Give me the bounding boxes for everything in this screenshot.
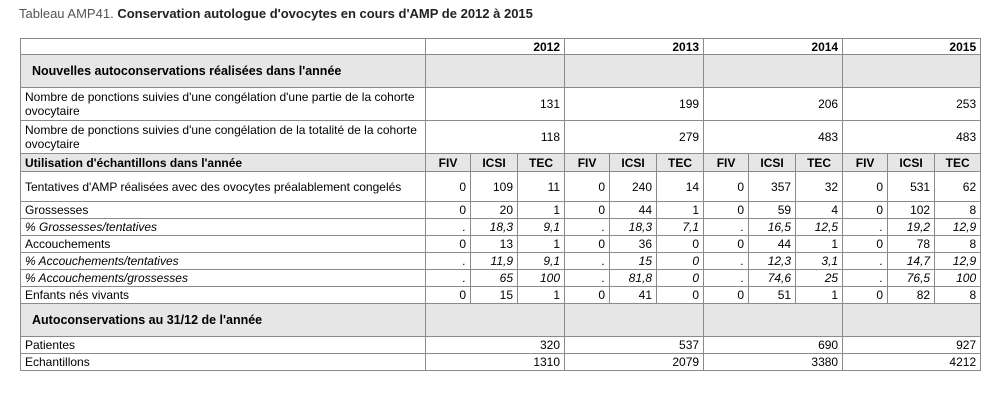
value-cell: 102 bbox=[888, 202, 935, 219]
value-cell: 240 bbox=[610, 172, 657, 202]
section-title: Nouvelles autoconservations réalisées dans l'année bbox=[21, 55, 426, 88]
row-label: Tentatives d'AMP réalisées avec des ovocytes préalablement congelés bbox=[21, 172, 426, 202]
value-cell: 0 bbox=[657, 287, 704, 304]
value-cell: 12,5 bbox=[796, 219, 843, 236]
value-cell: 0 bbox=[843, 202, 888, 219]
value-cell: . bbox=[565, 253, 610, 270]
value-cell: 483 bbox=[704, 121, 843, 154]
subheader-row bbox=[21, 154, 981, 172]
value-cell: 690 bbox=[704, 337, 843, 354]
value-cell: 41 bbox=[610, 287, 657, 304]
value-cell: 0 bbox=[565, 236, 610, 253]
row-label: % Accouchements/tentatives bbox=[21, 253, 426, 270]
value-cell: 2079 bbox=[565, 354, 704, 371]
value-cell: 109 bbox=[471, 172, 518, 202]
table-row bbox=[21, 88, 981, 121]
value-cell: . bbox=[704, 253, 749, 270]
subheader-cell: TEC bbox=[657, 154, 704, 172]
row-label: % Grossesses/tentatives bbox=[21, 219, 426, 236]
table-row bbox=[21, 172, 981, 202]
value-cell: 357 bbox=[749, 172, 796, 202]
year-header-row bbox=[21, 39, 981, 55]
value-cell: 11,9 bbox=[471, 253, 518, 270]
corner-cell bbox=[21, 39, 426, 55]
value-cell: 4 bbox=[796, 202, 843, 219]
value-cell: 19,2 bbox=[888, 219, 935, 236]
year-header: 2012 bbox=[426, 39, 565, 55]
value-cell: 0 bbox=[565, 287, 610, 304]
table-row bbox=[21, 287, 981, 304]
value-cell: 8 bbox=[935, 287, 981, 304]
value-cell: . bbox=[843, 253, 888, 270]
value-cell: 14,7 bbox=[888, 253, 935, 270]
row-label: Accouchements bbox=[21, 236, 426, 253]
value-cell: . bbox=[843, 219, 888, 236]
value-cell: 12,9 bbox=[935, 219, 981, 236]
subheader-cell: TEC bbox=[518, 154, 565, 172]
value-cell: 3,1 bbox=[796, 253, 843, 270]
value-cell: 76,5 bbox=[888, 270, 935, 287]
value-cell: . bbox=[843, 270, 888, 287]
value-cell: 59 bbox=[749, 202, 796, 219]
table-row bbox=[21, 253, 981, 270]
value-cell: 1 bbox=[518, 236, 565, 253]
value-cell: 531 bbox=[888, 172, 935, 202]
subheader-cell: ICSI bbox=[749, 154, 796, 172]
table-title: Conservation autologue d'ovocytes en cours d'AMP de 2012 à 2015 bbox=[117, 6, 533, 21]
value-cell: 1 bbox=[657, 202, 704, 219]
value-cell: 8 bbox=[935, 202, 981, 219]
table-row bbox=[21, 202, 981, 219]
value-cell: 320 bbox=[426, 337, 565, 354]
section-title: Utilisation d'échantillons dans l'année bbox=[21, 154, 426, 172]
section-header-row bbox=[21, 304, 981, 337]
table-number: Tableau AMP41. bbox=[19, 6, 114, 21]
year-header: 2013 bbox=[565, 39, 704, 55]
value-cell: . bbox=[704, 270, 749, 287]
subheader-cell: FIV bbox=[426, 154, 471, 172]
value-cell: 3380 bbox=[704, 354, 843, 371]
value-cell: 82 bbox=[888, 287, 935, 304]
value-cell: . bbox=[426, 253, 471, 270]
value-cell: 44 bbox=[610, 202, 657, 219]
value-cell: 15 bbox=[610, 253, 657, 270]
value-cell: 0 bbox=[657, 253, 704, 270]
value-cell: 18,3 bbox=[471, 219, 518, 236]
value-cell: 0 bbox=[843, 236, 888, 253]
value-cell: 15 bbox=[471, 287, 518, 304]
value-cell: . bbox=[426, 270, 471, 287]
table-row bbox=[21, 337, 981, 354]
subheader-cell: FIV bbox=[843, 154, 888, 172]
value-cell: 9,1 bbox=[518, 219, 565, 236]
table-caption bbox=[19, 6, 533, 21]
value-cell: 81,8 bbox=[610, 270, 657, 287]
value-cell: 4212 bbox=[843, 354, 981, 371]
subheader-cell: ICSI bbox=[610, 154, 657, 172]
value-cell: 927 bbox=[843, 337, 981, 354]
row-label: Nombre de ponctions suivies d'une congélation d'une partie de la cohorte ovocytaire bbox=[21, 88, 426, 121]
year-header: 2015 bbox=[843, 39, 981, 55]
value-cell: 14 bbox=[657, 172, 704, 202]
value-cell: 0 bbox=[843, 287, 888, 304]
row-label: Nombre de ponctions suivies d'une congélation de la totalité de la cohorte ovocytaire bbox=[21, 121, 426, 154]
value-cell: . bbox=[426, 219, 471, 236]
value-cell: 100 bbox=[518, 270, 565, 287]
subheader-cell: ICSI bbox=[888, 154, 935, 172]
row-label: % Accouchements/grossesses bbox=[21, 270, 426, 287]
value-cell: 483 bbox=[843, 121, 981, 154]
value-cell: 9,1 bbox=[518, 253, 565, 270]
row-label: Enfants nés vivants bbox=[21, 287, 426, 304]
year-header: 2014 bbox=[704, 39, 843, 55]
table-row bbox=[21, 219, 981, 236]
value-cell: 0 bbox=[704, 172, 749, 202]
value-cell: 20 bbox=[471, 202, 518, 219]
value-cell: 13 bbox=[471, 236, 518, 253]
value-cell: 62 bbox=[935, 172, 981, 202]
value-cell: 206 bbox=[704, 88, 843, 121]
value-cell: . bbox=[565, 270, 610, 287]
value-cell: . bbox=[565, 219, 610, 236]
row-label: Patientes bbox=[21, 337, 426, 354]
value-cell: . bbox=[704, 219, 749, 236]
value-cell: 7,1 bbox=[657, 219, 704, 236]
subheader-cell: TEC bbox=[796, 154, 843, 172]
value-cell: 253 bbox=[843, 88, 981, 121]
value-cell: 18,3 bbox=[610, 219, 657, 236]
value-cell: 51 bbox=[749, 287, 796, 304]
value-cell: 32 bbox=[796, 172, 843, 202]
value-cell: 25 bbox=[796, 270, 843, 287]
value-cell: 8 bbox=[935, 236, 981, 253]
section-header-row bbox=[21, 55, 981, 88]
table-row bbox=[21, 121, 981, 154]
subheader-cell: ICSI bbox=[471, 154, 518, 172]
value-cell: 65 bbox=[471, 270, 518, 287]
value-cell: 74,6 bbox=[749, 270, 796, 287]
value-cell: 0 bbox=[565, 172, 610, 202]
value-cell: 1 bbox=[796, 287, 843, 304]
value-cell: 0 bbox=[704, 236, 749, 253]
value-cell: 0 bbox=[426, 287, 471, 304]
value-cell: 0 bbox=[704, 202, 749, 219]
value-cell: 1 bbox=[518, 202, 565, 219]
value-cell: 0 bbox=[843, 172, 888, 202]
data-table bbox=[20, 38, 981, 371]
value-cell: 0 bbox=[426, 236, 471, 253]
value-cell: 0 bbox=[565, 202, 610, 219]
value-cell: 199 bbox=[565, 88, 704, 121]
row-label: Echantillons bbox=[21, 354, 426, 371]
subheader-cell: FIV bbox=[704, 154, 749, 172]
value-cell: 36 bbox=[610, 236, 657, 253]
value-cell: 1 bbox=[796, 236, 843, 253]
value-cell: 0 bbox=[426, 202, 471, 219]
value-cell: 0 bbox=[657, 270, 704, 287]
row-label: Grossesses bbox=[21, 202, 426, 219]
table-row bbox=[21, 354, 981, 371]
value-cell: 0 bbox=[704, 287, 749, 304]
subheader-cell: TEC bbox=[935, 154, 981, 172]
value-cell: 78 bbox=[888, 236, 935, 253]
value-cell: 279 bbox=[565, 121, 704, 154]
value-cell: 12,3 bbox=[749, 253, 796, 270]
value-cell: 44 bbox=[749, 236, 796, 253]
value-cell: 16,5 bbox=[749, 219, 796, 236]
value-cell: 12,9 bbox=[935, 253, 981, 270]
value-cell: 1 bbox=[518, 287, 565, 304]
table-row bbox=[21, 236, 981, 253]
value-cell: 118 bbox=[426, 121, 565, 154]
value-cell: 0 bbox=[426, 172, 471, 202]
value-cell: 11 bbox=[518, 172, 565, 202]
section-title: Autoconservations au 31/12 de l'année bbox=[21, 304, 426, 337]
value-cell: 537 bbox=[565, 337, 704, 354]
subheader-cell: FIV bbox=[565, 154, 610, 172]
value-cell: 1310 bbox=[426, 354, 565, 371]
value-cell: 131 bbox=[426, 88, 565, 121]
value-cell: 100 bbox=[935, 270, 981, 287]
value-cell: 0 bbox=[657, 236, 704, 253]
table-row bbox=[21, 270, 981, 287]
